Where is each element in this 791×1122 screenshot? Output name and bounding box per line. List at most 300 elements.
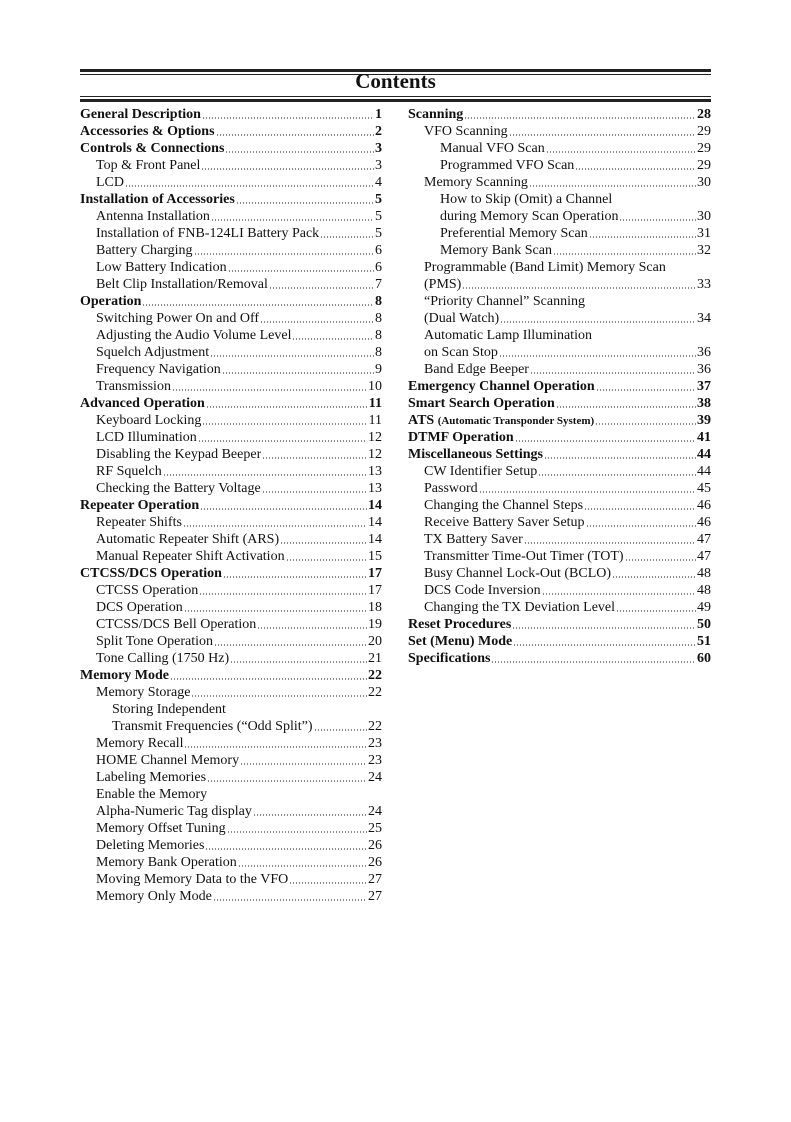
toc-entry[interactable] — [408, 650, 711, 667]
toc-entry-title: Memory Bank Scan — [440, 243, 552, 258]
toc-entry-title: ATS (Automatic Transponder System) — [408, 413, 595, 428]
toc-entry-title: Programmable (Band Limit) Memory Scan — [424, 260, 666, 275]
toc-page-number: 46 — [697, 515, 711, 530]
toc-entry-title: Disabling the Keypad Beeper — [96, 447, 262, 462]
toc-entry-title: Specifications — [408, 651, 491, 666]
toc-page-number: 5 — [375, 209, 382, 224]
toc-page-number: 51 — [697, 634, 711, 649]
toc-page-number: 38 — [697, 396, 711, 411]
toc-entry-title: Split Tone Operation — [96, 634, 213, 649]
toc-entry[interactable] — [80, 752, 382, 769]
toc-leader-dots — [524, 542, 696, 544]
toc-page-number: 27 — [368, 872, 382, 887]
toc-entry[interactable] — [408, 106, 711, 123]
toc-leader-dots — [142, 304, 374, 306]
toc-page-number: 25 — [368, 821, 382, 836]
toc-leader-dots — [257, 627, 367, 629]
toc-entry[interactable] — [80, 259, 382, 276]
toc-page-number: 5 — [375, 226, 382, 241]
toc-entry[interactable] — [408, 140, 711, 157]
toc-entry-title: Enable the Memory — [96, 787, 208, 802]
toc-entry-title: Tone Calling (1750 Hz) — [96, 651, 230, 666]
toc-leader-dots — [530, 372, 696, 374]
toc-entry[interactable] — [80, 276, 382, 293]
toc-entry-title: (Dual Watch) — [424, 311, 500, 326]
toc-entry-title: Operation — [80, 294, 142, 309]
toc-page-number: 23 — [368, 753, 382, 768]
toc-page-number: 26 — [368, 838, 382, 853]
toc-entry-title: Top & Front Panel — [96, 158, 201, 173]
toc-right-column — [408, 106, 711, 667]
toc-leader-dots — [491, 661, 696, 663]
toc-leader-dots — [529, 185, 696, 187]
toc-entry-title: Band Edge Beeper — [424, 362, 529, 377]
toc-leader-dots — [589, 236, 696, 238]
toc-leader-dots — [201, 168, 374, 170]
toc-leader-dots — [228, 270, 374, 272]
toc-entry[interactable] — [80, 650, 382, 667]
toc-entry-title: DTMF Operation — [408, 430, 514, 445]
toc-leader-dots — [262, 457, 367, 459]
toc-page-number: 3 — [375, 158, 382, 173]
toc-entry[interactable] — [408, 242, 711, 259]
toc-page-number: 28 — [697, 107, 711, 122]
toc-page-number: 20 — [368, 634, 382, 649]
toc-entry-title: Scanning — [408, 107, 464, 122]
toc-page-number: 8 — [375, 328, 382, 343]
toc-page-number: 6 — [375, 243, 382, 258]
toc-entry-title: Programmed VFO Scan — [440, 158, 575, 173]
toc-leader-dots — [223, 576, 367, 578]
toc-page-number: 3 — [375, 141, 382, 156]
toc-page-number: 32 — [697, 243, 711, 258]
toc-entry[interactable] — [80, 429, 382, 446]
toc-entry-title: RF Squelch — [96, 464, 162, 479]
toc-leader-dots — [612, 576, 696, 578]
toc-entry[interactable] — [80, 701, 382, 718]
toc-entry[interactable] — [80, 820, 382, 837]
toc-leader-dots — [556, 406, 696, 408]
toc-leader-dots — [163, 474, 367, 476]
toc-entry-title: Squelch Adjustment — [96, 345, 210, 360]
toc-page-number: 13 — [368, 464, 382, 479]
toc-entry-title: Accessories & Options — [80, 124, 215, 139]
toc-entry[interactable] — [80, 395, 382, 412]
toc-page-number: 19 — [368, 617, 382, 632]
toc-page-number: 12 — [368, 430, 382, 445]
toc-leader-dots — [616, 610, 696, 612]
toc-entry[interactable] — [408, 480, 711, 497]
toc-leader-dots — [538, 474, 696, 476]
toc-page-number: 24 — [368, 770, 382, 785]
toc-entry[interactable] — [80, 463, 382, 480]
bottom-rule-thin — [80, 96, 711, 97]
toc-entry[interactable] — [408, 310, 711, 327]
toc-leader-dots — [320, 236, 374, 238]
toc-entry-title: Memory Only Mode — [96, 889, 212, 904]
toc-leader-dots — [230, 661, 367, 663]
toc-leader-dots — [479, 491, 696, 493]
toc-entry-title: Automatic Repeater Shift (ARS) — [96, 532, 280, 547]
toc-page-number: 5 — [375, 192, 382, 207]
toc-leader-dots — [512, 627, 696, 629]
toc-entry[interactable] — [80, 565, 382, 582]
toc-leader-dots — [289, 882, 367, 884]
toc-entry-title: Deleting Memories — [96, 838, 205, 853]
toc-entry-title: HOME Channel Memory — [96, 753, 240, 768]
toc-entry[interactable] — [408, 157, 711, 174]
toc-page-number: 29 — [697, 141, 711, 156]
toc-entry-title: Emergency Channel Operation — [408, 379, 595, 394]
toc-entry[interactable] — [408, 361, 711, 378]
toc-leader-dots — [462, 287, 696, 289]
toc-entry-title: Belt Clip Installation/Removal — [96, 277, 268, 292]
toc-page-number: 12 — [368, 447, 382, 462]
toc-entry-title: Receive Battery Saver Setup — [424, 515, 585, 530]
toc-leader-dots — [515, 440, 696, 442]
toc-entry[interactable] — [408, 259, 711, 276]
toc-entry[interactable] — [80, 123, 382, 140]
toc-entry-title: during Memory Scan Operation — [440, 209, 619, 224]
toc-entry-title: Advanced Operation — [80, 396, 205, 411]
toc-page-number: 29 — [697, 158, 711, 173]
toc-leader-dots — [211, 219, 374, 221]
toc-page-number: 47 — [697, 532, 711, 547]
toc-entry[interactable] — [80, 735, 382, 752]
toc-entry[interactable] — [408, 531, 711, 548]
toc-leader-dots — [314, 729, 367, 731]
toc-entry-title: Antenna Installation — [96, 209, 210, 224]
toc-page-number: 49 — [697, 600, 711, 615]
toc-entry[interactable] — [80, 225, 382, 242]
toc-leader-dots — [542, 593, 696, 595]
toc-entry-title: Memory Offset Tuning — [96, 821, 226, 836]
toc-entry-title: Changing the Channel Steps — [424, 498, 584, 513]
toc-entry-title: CW Identifier Setup — [424, 464, 538, 479]
toc-leader-dots — [194, 253, 374, 255]
toc-page-number: 30 — [697, 209, 711, 224]
toc-page-number: 44 — [697, 464, 711, 479]
toc-page-number: 22 — [368, 685, 382, 700]
toc-leader-dots — [596, 389, 696, 391]
toc-page-number: 2 — [375, 124, 382, 139]
toc-leader-dots — [207, 780, 367, 782]
toc-entry-title: Alpha-Numeric Tag display — [96, 804, 252, 819]
toc-entry-title: Busy Channel Lock-Out (BCLO) — [424, 566, 612, 581]
toc-page-number: 31 — [697, 226, 711, 241]
toc-page-number: 15 — [368, 549, 382, 564]
toc-entry[interactable] — [408, 208, 711, 225]
toc-entry-title: Moving Memory Data to the VFO — [96, 872, 289, 887]
toc-entry-title: Memory Storage — [96, 685, 191, 700]
toc-entry-subtitle: (Automatic Transponder System) — [437, 415, 595, 427]
toc-leader-dots — [202, 117, 374, 119]
toc-entry[interactable] — [80, 633, 382, 650]
toc-entry[interactable] — [80, 242, 382, 259]
toc-entry[interactable] — [408, 633, 711, 650]
toc-leader-dots — [172, 389, 367, 391]
toc-leader-dots — [546, 151, 696, 153]
toc-page-number: 6 — [375, 260, 382, 275]
toc-entry-title: Memory Recall — [96, 736, 184, 751]
toc-page-number: 44 — [697, 447, 711, 462]
toc-entry[interactable] — [408, 463, 711, 480]
toc-entry[interactable] — [408, 276, 711, 293]
toc-entry-title: How to Skip (Omit) a Channel — [440, 192, 613, 207]
toc-page-number: 1 — [375, 107, 382, 122]
toc-entry-title: on Scan Stop — [424, 345, 498, 360]
toc-entry[interactable] — [80, 310, 382, 327]
toc-page-number: 30 — [697, 175, 711, 190]
toc-entry-title: Storing Independent — [112, 702, 226, 717]
toc-entry-title: DCS Operation — [96, 600, 183, 615]
toc-entry-title: Transmission — [96, 379, 171, 394]
page-title: Contents — [355, 69, 436, 93]
toc-entry-title: Memory Bank Operation — [96, 855, 237, 870]
toc-leader-dots — [222, 372, 374, 374]
toc-leader-dots — [213, 899, 367, 901]
toc-page-number: 21 — [368, 651, 382, 666]
toc-page-number: 47 — [697, 549, 711, 564]
bottom-rule-thick — [80, 99, 711, 102]
toc-page-number: 22 — [368, 719, 382, 734]
toc-entry-title: Changing the TX Deviation Level — [424, 600, 616, 615]
toc-entry[interactable] — [80, 412, 382, 429]
toc-leader-dots — [202, 423, 367, 425]
toc-entry[interactable] — [80, 514, 382, 531]
toc-entry[interactable] — [80, 769, 382, 786]
toc-entry[interactable] — [408, 599, 711, 616]
toc-page-number: 18 — [368, 600, 382, 615]
toc-entry[interactable] — [408, 616, 711, 633]
toc-entry[interactable] — [80, 718, 382, 735]
toc-entry[interactable] — [80, 582, 382, 599]
toc-page-number: 33 — [697, 277, 711, 292]
toc-entry[interactable] — [80, 378, 382, 395]
toc-entry-title: CTCSS Operation — [96, 583, 199, 598]
toc-left-column — [80, 106, 382, 905]
toc-entry-title: Memory Scanning — [424, 175, 528, 190]
toc-leader-dots — [191, 695, 367, 697]
toc-leader-dots — [184, 746, 367, 748]
toc-entry[interactable] — [80, 191, 382, 208]
toc-leader-dots — [500, 321, 696, 323]
toc-entry[interactable] — [80, 208, 382, 225]
toc-entry[interactable] — [408, 548, 711, 565]
toc-entry-title: Switching Power On and Off — [96, 311, 260, 326]
toc-entry-title: Memory Mode — [80, 668, 170, 683]
toc-entry[interactable] — [408, 123, 711, 140]
toc-page-number: 41 — [697, 430, 711, 445]
toc-entry-title: Installation of FNB-124LI Battery Pack — [96, 226, 320, 241]
toc-page-number: 50 — [697, 617, 711, 632]
toc-leader-dots — [292, 338, 374, 340]
toc-entry-title: LCD Illumination — [96, 430, 197, 445]
toc-page-number: 29 — [697, 124, 711, 139]
toc-entry[interactable] — [408, 191, 711, 208]
toc-page-number: 24 — [368, 804, 382, 819]
toc-page-number: 60 — [697, 651, 711, 666]
toc-entry[interactable] — [80, 344, 382, 361]
toc-entry[interactable] — [80, 786, 382, 803]
toc-leader-dots — [262, 491, 367, 493]
toc-leader-dots — [253, 814, 367, 816]
toc-leader-dots — [200, 508, 367, 510]
toc-page-number: 4 — [375, 175, 382, 190]
toc-entry-title: VFO Scanning — [424, 124, 508, 139]
toc-entry-title: Repeater Operation — [80, 498, 200, 513]
toc-page-number: 11 — [368, 413, 382, 428]
toc-entry[interactable] — [408, 412, 711, 429]
toc-entry[interactable] — [80, 293, 382, 310]
toc-entry-title: DCS Code Inversion — [424, 583, 541, 598]
toc-entry-title: Adjusting the Audio Volume Level — [96, 328, 292, 343]
toc-entry[interactable] — [80, 361, 382, 378]
toc-entry[interactable] — [80, 854, 382, 871]
toc-leader-dots — [206, 406, 368, 408]
toc-leader-dots — [584, 508, 696, 510]
toc-page-number: 48 — [697, 583, 711, 598]
toc-page-number: 14 — [368, 498, 382, 513]
toc-entry[interactable] — [80, 548, 382, 565]
toc-page-number: 23 — [368, 736, 382, 751]
toc-leader-dots — [544, 457, 696, 459]
toc-leader-dots — [625, 559, 696, 561]
toc-entry[interactable] — [408, 395, 711, 412]
toc-entry-title: Checking the Battery Voltage — [96, 481, 261, 496]
toc-leader-dots — [464, 117, 696, 119]
toc-entry[interactable] — [80, 803, 382, 820]
toc-entry[interactable] — [80, 174, 382, 191]
toc-entry-title: Repeater Shifts — [96, 515, 182, 530]
toc-leader-dots — [260, 321, 374, 323]
toc-entry[interactable] — [80, 871, 382, 888]
toc-entry-title: Manual VFO Scan — [440, 141, 545, 156]
toc-leader-dots — [214, 644, 367, 646]
toc-entry-title: Keyboard Locking — [96, 413, 202, 428]
toc-page-number: 17 — [368, 566, 382, 581]
toc-entry-title: Labeling Memories — [96, 770, 207, 785]
toc-entry[interactable] — [408, 293, 711, 310]
toc-entry-title: Manual Repeater Shift Activation — [96, 549, 285, 564]
toc-entry[interactable] — [80, 531, 382, 548]
toc-leader-dots — [225, 151, 374, 153]
toc-entry-title: CTCSS/DCS Operation — [80, 566, 222, 581]
toc-entry[interactable] — [408, 378, 711, 395]
toc-leader-dots — [184, 610, 367, 612]
toc-entry-title: LCD — [96, 175, 124, 190]
toc-entry-title: Installation of Accessories — [80, 192, 235, 207]
toc-page-number: 36 — [697, 345, 711, 360]
toc-page-number: 10 — [368, 379, 382, 394]
toc-page-number: 37 — [697, 379, 711, 394]
toc-leader-dots — [125, 185, 374, 187]
toc-entry[interactable] — [80, 327, 382, 344]
toc-entry[interactable] — [80, 667, 382, 684]
toc-entry-title: Transmitter Time-Out Timer (TOT) — [424, 549, 624, 564]
toc-page-number: 22 — [368, 668, 382, 683]
toc-leader-dots — [216, 134, 374, 136]
toc-page-number: 48 — [697, 566, 711, 581]
toc-entry[interactable] — [80, 616, 382, 633]
toc-page-number: 14 — [368, 515, 382, 530]
toc-leader-dots — [240, 763, 367, 765]
toc-leader-dots — [170, 678, 367, 680]
toc-leader-dots — [499, 355, 696, 357]
toc-leader-dots — [227, 831, 367, 833]
toc-leader-dots — [553, 253, 696, 255]
toc-entry[interactable] — [408, 497, 711, 514]
toc-entry-title: Low Battery Indication — [96, 260, 227, 275]
toc-entry[interactable] — [80, 106, 382, 123]
toc-leader-dots — [269, 287, 374, 289]
toc-page-number: 45 — [697, 481, 711, 496]
toc-entry[interactable] — [408, 174, 711, 191]
toc-entry[interactable] — [408, 344, 711, 361]
toc-page-number: 14 — [368, 532, 382, 547]
toc-leader-dots — [619, 219, 696, 221]
toc-leader-dots — [280, 542, 367, 544]
toc-entry-title: Battery Charging — [96, 243, 193, 258]
toc-leader-dots — [509, 134, 696, 136]
toc-entry[interactable] — [408, 225, 711, 242]
toc-entry-title: Reset Procedures — [408, 617, 512, 632]
toc-entry[interactable] — [80, 684, 382, 701]
toc-entry[interactable] — [408, 327, 711, 344]
toc-entry-title: Transmit Frequencies (“Odd Split”) — [112, 719, 313, 734]
toc-entry-title: Automatic Lamp Illumination — [424, 328, 592, 343]
toc-page-number: 17 — [368, 583, 382, 598]
toc-entry[interactable] — [80, 837, 382, 854]
toc-entry[interactable] — [408, 514, 711, 531]
toc-entry-title: Controls & Connections — [80, 141, 225, 156]
toc-page-number: 34 — [697, 311, 711, 326]
toc-entry[interactable] — [80, 446, 382, 463]
toc-leader-dots — [183, 525, 367, 527]
toc-entry[interactable] — [80, 888, 382, 905]
toc-page-number: 46 — [697, 498, 711, 513]
toc-entry-title: Miscellaneous Settings — [408, 447, 543, 462]
toc-entry[interactable] — [80, 157, 382, 174]
toc-entry-title: Frequency Navigation — [96, 362, 221, 377]
toc-leader-dots — [575, 168, 696, 170]
toc-leader-dots — [586, 525, 696, 527]
toc-entry[interactable] — [408, 565, 711, 582]
toc-page-number: 8 — [375, 294, 382, 309]
toc-leader-dots — [198, 440, 367, 442]
toc-entry[interactable] — [408, 446, 711, 463]
toc-entry[interactable] — [408, 429, 711, 446]
toc-entry-title: (PMS) — [424, 277, 462, 292]
toc-leader-dots — [238, 865, 367, 867]
toc-leader-dots — [236, 202, 374, 204]
toc-entry-title: CTCSS/DCS Bell Operation — [96, 617, 257, 632]
toc-entry[interactable] — [80, 599, 382, 616]
toc-page-number: 9 — [375, 362, 382, 377]
toc-entry[interactable] — [80, 140, 382, 157]
toc-entry-title: Preferential Memory Scan — [440, 226, 588, 241]
toc-entry[interactable] — [80, 480, 382, 497]
toc-entry[interactable] — [80, 497, 382, 514]
toc-entry-title: General Description — [80, 107, 201, 122]
toc-leader-dots — [513, 644, 696, 646]
toc-leader-dots — [595, 423, 696, 425]
toc-page-number: 39 — [697, 413, 711, 428]
toc-leader-dots — [210, 355, 374, 357]
toc-entry[interactable] — [408, 582, 711, 599]
toc-page-number: 13 — [368, 481, 382, 496]
toc-page-number: 8 — [375, 311, 382, 326]
